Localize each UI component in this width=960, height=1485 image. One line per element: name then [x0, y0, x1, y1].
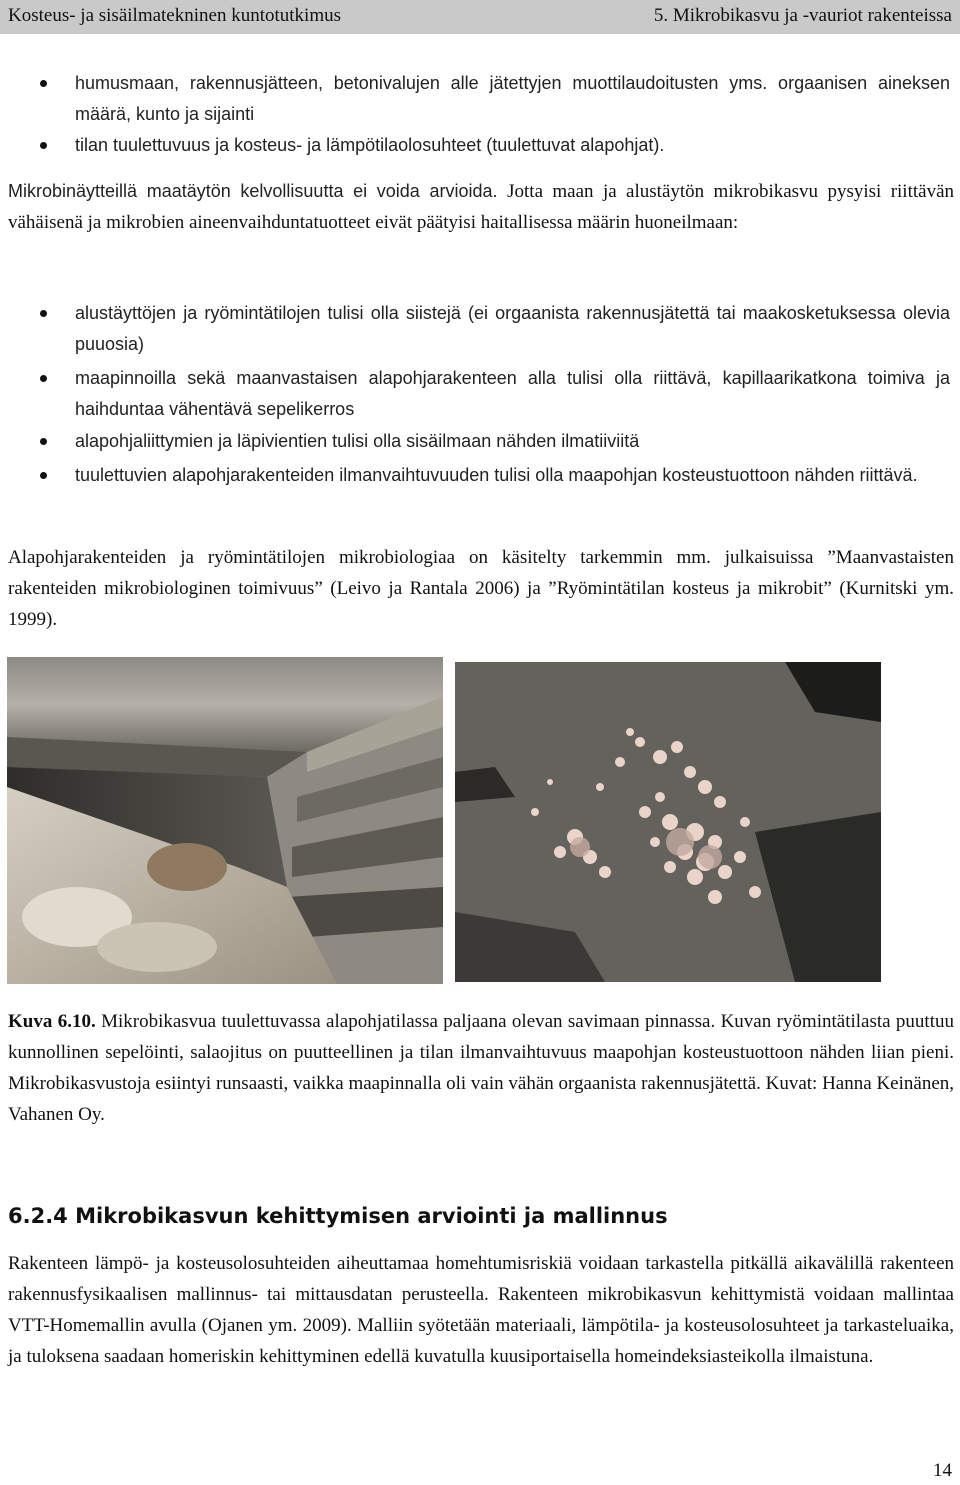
requirement-bullet — [40, 460, 950, 491]
crawlspace-photo-svg — [7, 657, 443, 984]
paragraph-soil-requirements — [8, 176, 954, 238]
page-header — [0, 0, 960, 34]
requirement-bullet — [40, 298, 950, 360]
section-number: 6.2.4 — [8, 1204, 68, 1228]
mold-growth-photo — [455, 662, 881, 982]
bullet-text: humusmaan, rakennusjätteen, betonivalujen alle jätettyjen muottilaudoitusten yms. orgaanisen aineksen määrä, kunto ja sijainti — [75, 73, 950, 124]
bullet-dot — [40, 310, 47, 317]
bullet-text: maapinnoilla sekä maanvastaisen alapohjarakenteen alla tulisi olla riittävä, kapillaarikatkona toimiva ja haihduntaa vähentävä sepelikerros — [75, 368, 950, 419]
crawlspace-photo — [7, 657, 443, 984]
requirement-bullet — [40, 363, 950, 425]
page-number: 14 — [933, 1460, 952, 1481]
figure-caption-text: Mikrobikasvua tuulettuvassa alapohjatilassa paljaana olevan savimaan pinnassa. Kuvan ryömintätilasta puuttuu kunnollinen sepelöinti, salaojitus on puutteellinen ja tilan ilmanvaihtuvuus maapohjan kosteustuottoon nähden liian pieni. Mikrobikasvustoja esiintyi runsaasti, vaikka maapinnalla oli vain vähän orgaanista rakennusjätettä. Kuvat: Hanna Keinänen, Vahanen Oy. — [8, 1011, 954, 1125]
intro-bullet — [40, 130, 950, 161]
intro-bullet — [40, 68, 950, 130]
paragraph-soil-sentence-2: Jotta maan ja alustäytön mikrobikasvu pysyisi riittävän vähäisenä ja mikrobien aineenvaihduntatuotteet eivät päätyisi haitallisessa määrin huoneilmaan: — [8, 181, 954, 233]
bullet-dot — [40, 80, 47, 87]
header-document-title: Kosteus- ja sisäilmatekninen kuntotutkimus — [8, 5, 341, 26]
bullet-text: tuulettuvien alapohjarakenteiden ilmanvaihtuvuuden tulisi olla maapohjan kosteustuottoon nähden riittävä. — [75, 465, 918, 485]
paragraph-references: Alapohjarakenteiden ja ryömintätilojen mikrobiologiaa on käsitelty tarkemmin mm. julkaisuissa ”Maanvastaisten rakenteiden mikrobiologinen toimivuus” (Leivo ja Rantala 2006) ja ”Ryömintätilan kosteus ja mikrobit” (Kurnitski ym. 1999). — [8, 547, 954, 630]
paragraph-soil-sentence-1: Mikrobinäytteillä maatäytön kelvollisuutta ei voida arvioida. — [8, 181, 508, 201]
bullet-dot — [40, 375, 47, 382]
header-chapter-title: 5. Mikrobikasvu ja -vauriot rakenteissa — [653, 5, 952, 26]
paragraph-modelling: Rakenteen lämpö- ja kosteusolosuhteiden aiheuttamaa homehtumisriskiä voidaan tarkastella pitkällä aikavälillä rakenteen rakennusfysikaalisen mallinnus- tai mittausdatan perusteella. Rakenteen mikrobikasvun kehittymistä voidaan mallintaa VTT-Homemallin avulla (Ojanen ym. 2009). Malliin syötetään materiaali, lämpötila- ja kosteusolosuhteet ja tarkasteluaika, ja tuloksena saadaan homeriskin kehittyminen edellä kuvatulla kuusiportaisella homeindeksiasteikolla ilmaistuna. — [8, 1253, 954, 1367]
section-heading — [8, 1204, 668, 1228]
figure-label: Kuva 6.10. — [8, 1011, 96, 1032]
bullet-text: alapohjaliittymien ja läpivientien tulisi olla sisäilmaan nähden ilmatiiviitä — [75, 431, 640, 451]
bullet-dot — [40, 438, 47, 445]
bullet-dot — [40, 472, 47, 479]
section-title: Mikrobikasvun kehittymisen arviointi ja mallinnus — [75, 1204, 668, 1228]
bullet-dot — [40, 142, 47, 149]
bullet-text: alustäyttöjen ja ryömintätilojen tulisi olla siistejä (ei orgaanista rakennusjätettä tai maakosketuksessa olevia puuosia) — [75, 303, 950, 354]
requirement-bullet — [40, 426, 950, 457]
bullet-text: tilan tuulettuvuus ja kosteus- ja lämpötilaolosuhteet (tuulettuvat alapohjat). — [75, 135, 665, 155]
mold-growth-photo-svg — [455, 662, 881, 982]
figure-caption — [8, 1006, 954, 1130]
